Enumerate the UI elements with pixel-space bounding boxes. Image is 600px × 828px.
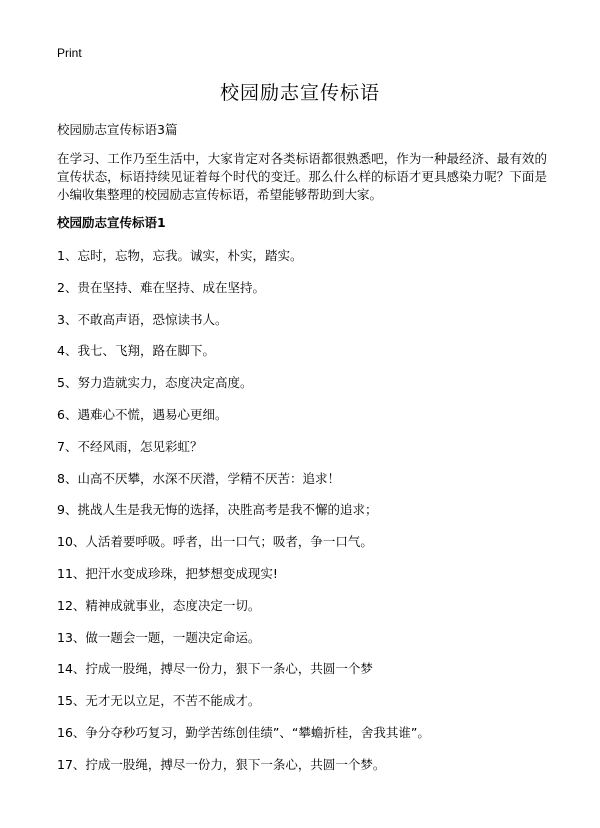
list-item: 5、努力造就实力，态度决定高度。 (57, 375, 253, 391)
section-heading: 校园励志宣传标语1 (57, 215, 166, 230)
list-item: 2、贵在坚持、难在坚持、成在坚持。 (57, 279, 265, 295)
list-item: 12、精神成就事业，态度决定一切。 (57, 597, 261, 613)
page-title: 校园励志宣传标语 (219, 82, 380, 104)
list-item: 9、挑战人生是我无悔的选择，决胜高考是我不懈的追求； (57, 502, 378, 518)
list-item: 6、遇难心不慌，遇易心更细。 (57, 406, 228, 422)
document-subtitle: 校园励志宣传标语3篇 (57, 122, 178, 137)
list-item: 4、我七、飞翔，路在脚下。 (57, 343, 215, 359)
list-item: 11、把汗水变成珍珠，把梦想变成现实! (57, 565, 278, 581)
list-item: 15、无才无以立足，不苦不能成才。 (57, 693, 261, 709)
print-link[interactable]: Print (57, 46, 82, 60)
list-item: 1、忘时，忘物，忘我。诚实，朴实，踏实。 (57, 248, 303, 263)
list-item: 7、不经风雨，怎见彩虹？ (57, 438, 203, 454)
list-item: 16、争分夺秒巧复习，勤学苦练创佳绩”、“攀蟾折桂，舍我其谁”。 (57, 724, 430, 740)
list-item: 3、不敢高声语，恐惊读书人。 (57, 311, 228, 327)
list-item: 8、山高不厌攀，水深不厌潜，学精不厌苦：追求！ (57, 470, 340, 486)
intro-paragraph: 在学习、工作乃至生活中，大家肯定对各类标语都很熟悉吧，作为一种最经济、最有效的宣传状态，标语持续见证着每个时代的变迁。那么什么样的标语才更具感染力呢？下面是小编收集整理的校园励志宣传标语，希望能够帮助到大家。 (57, 151, 547, 202)
list-item: 17、拧成一股绳，搏尽一份力，狠下一条心，共圆一个梦。 (57, 756, 386, 772)
list-item: 14、拧成一股绳，搏尽一份力，狠下一条心，共圆一个梦 (57, 661, 373, 677)
list-item: 10、人活着要呼吸。呼者，出一口气；吸者，争一口气。 (57, 534, 373, 550)
slogan-list (57, 247, 557, 788)
list-item: 13、做一题会一题，一题决定命运。 (57, 629, 261, 645)
